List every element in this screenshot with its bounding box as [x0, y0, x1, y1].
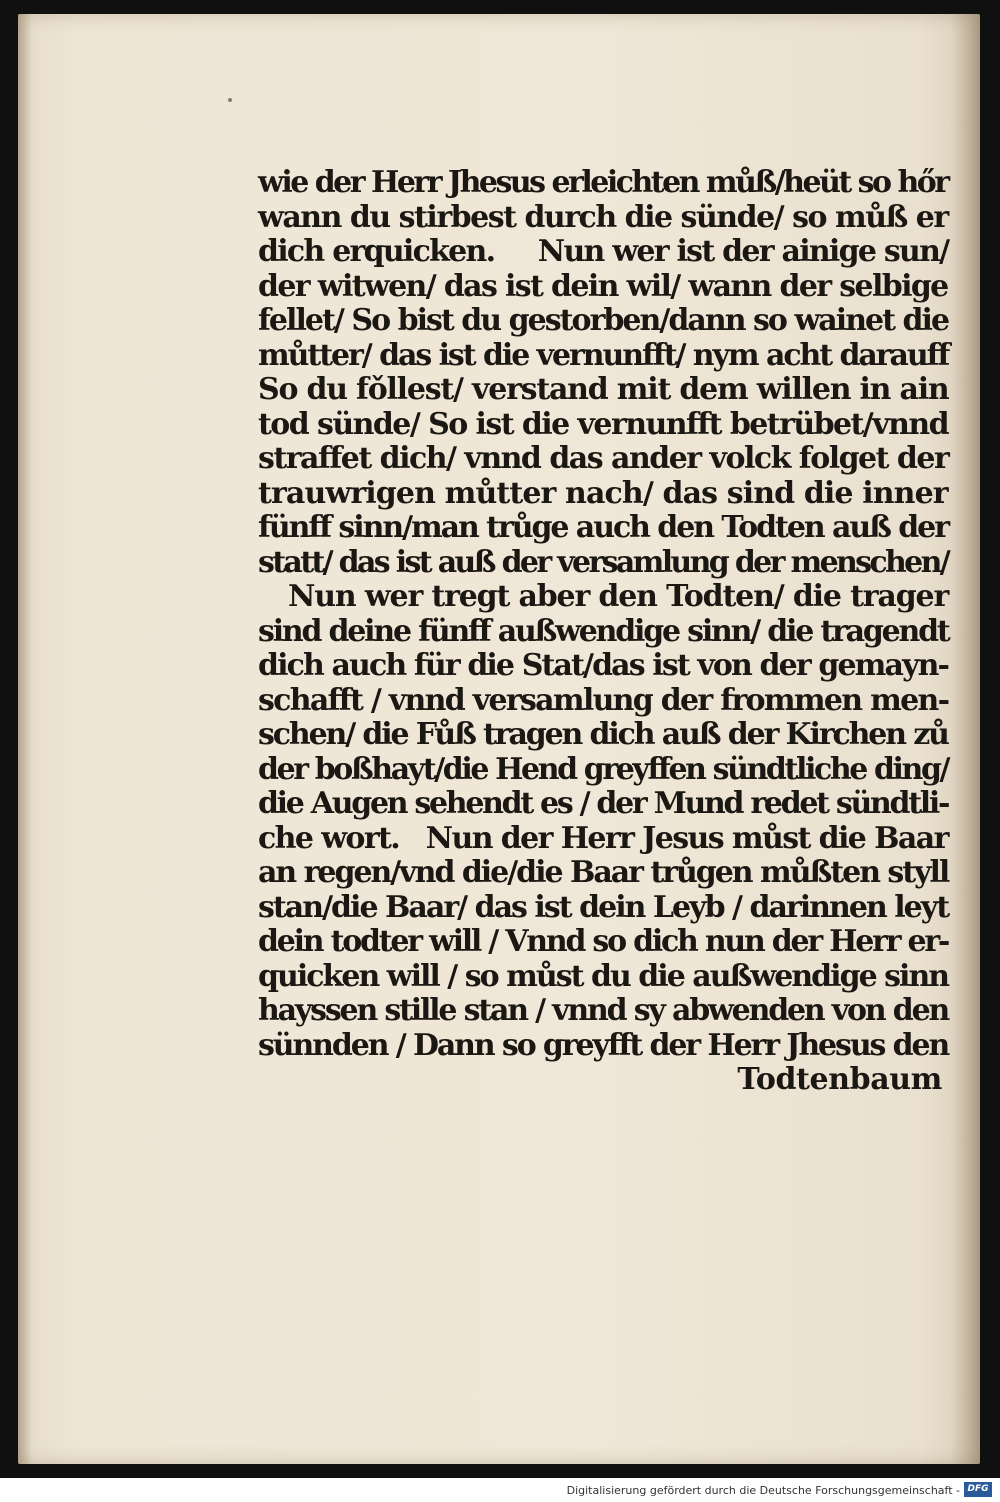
text-line: der boßhayt/die Hend greyffen sündtliche ding/	[258, 751, 949, 787]
text-line: statt/ das ist auß der versamlung der menschen/	[258, 544, 949, 580]
text-line: schen/ die Fůß tragen dich auß der Kirchen zů	[258, 717, 948, 752]
text-line: an regen/vnd die/die Baar trůgen můßten styll	[258, 855, 949, 890]
text-line: dein todter will / Vnnd so dich nun der Herr er-	[258, 924, 949, 959]
text-line: dich auch für die Stat/das ist von der gemayn-	[258, 648, 949, 683]
text-block	[258, 166, 948, 1098]
text-line: schafft / vnnd versamlung der frommen men-	[258, 682, 949, 718]
funding-credit: Digitalisierung gefördert durch die Deutsche Forschungsgemeinschaft -	[566, 1484, 960, 1497]
text-line: che wort. Nun der Herr Jesus můst die Baar	[258, 820, 948, 856]
text-line: der witwen/ das ist dein wil/ wann der selbige	[258, 268, 948, 304]
text-line: tod sünde/ So ist die vernunfft betrübet/vnnd	[258, 406, 948, 442]
text-line: Nun wer tregt aber den Todten/ die trager	[288, 579, 949, 614]
page-mark	[228, 98, 232, 102]
text-line: wie der Herr Jhesus erleichten můß/heüt so hőr	[258, 165, 948, 200]
text-line: trauwrigen můtter nach/ das sind die inner	[258, 475, 948, 511]
text-line: wann du stirbest durch die sünde/ so můß er	[258, 199, 948, 235]
page-gutter-shadow	[18, 14, 32, 1464]
text-line: fellet/ So bist du gestorben/dann so wainet die	[258, 303, 949, 338]
dfg-logo-icon: DFG	[964, 1482, 992, 1497]
text-line: dich erquicken. Nun wer ist der ainige sun/	[258, 234, 949, 269]
text-line: straffet dich/ vnnd das ander volck folget der	[258, 441, 949, 476]
page-edge-shadow	[950, 14, 980, 1464]
text-line: die Augen sehendt es / der Mund redet sündtli-	[258, 786, 949, 821]
text-line: fünff sinn/man trůge auch den Todten auß der	[258, 510, 948, 545]
text-line: quicken will / so můst du die außwendige sinn	[258, 958, 949, 994]
text-line: stan/die Baar/ das ist dein Leyb / darinnen leyt	[258, 889, 949, 925]
catchword: Todtenbaum	[737, 1062, 942, 1097]
text-line: můtter/ das ist die vernunfft/ nym acht darauff	[258, 337, 949, 373]
text-line: hayssen stille stan / vnnd sy abwenden von den	[258, 993, 949, 1028]
text-line: sünnden / Dann so greyfft der Herr Jhesus den	[258, 1027, 949, 1063]
text-line: So du fǒllest/ verstand mit dem willen in ain	[258, 372, 949, 407]
text-line: sind deine fünff außwendige sinn/ die tragendt	[258, 613, 949, 649]
